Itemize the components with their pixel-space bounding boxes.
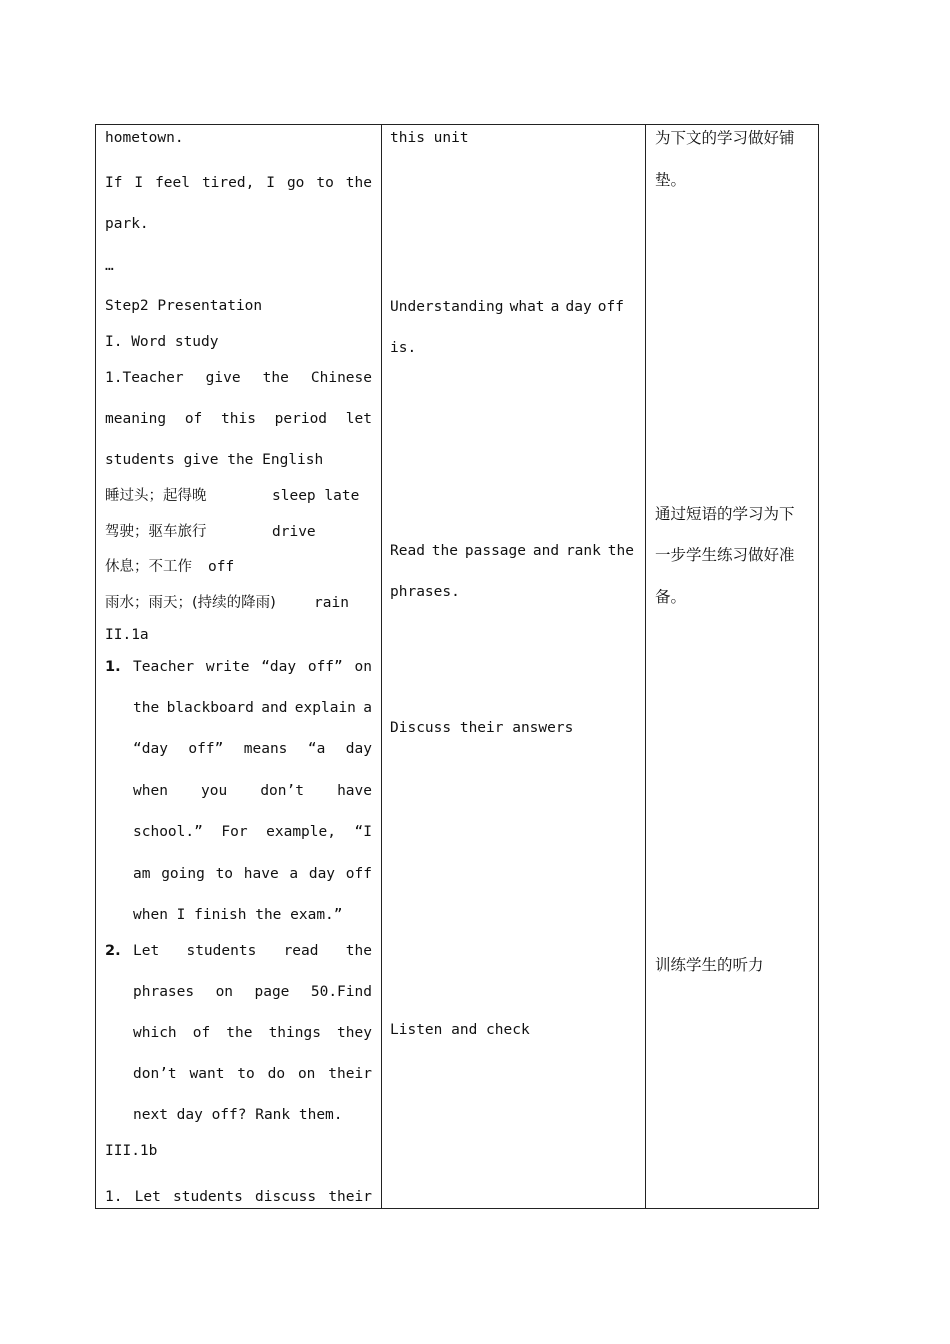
word: 1.Teacher <box>105 370 184 386</box>
word: of <box>184 411 203 427</box>
ellipsis: … <box>105 258 114 274</box>
word: For <box>221 824 248 840</box>
word: I <box>134 175 144 191</box>
text-line: is. <box>390 340 417 356</box>
justified-line <box>390 541 634 561</box>
word: students <box>186 943 257 959</box>
text-line: 训练学生的听力 <box>655 956 764 974</box>
justified-line <box>133 1023 372 1043</box>
vocab-english: sleep late <box>272 488 360 504</box>
vocab-english: drive <box>272 524 316 540</box>
subsection-heading: II.1a <box>105 627 149 643</box>
word: period <box>274 411 328 427</box>
word: going <box>161 866 205 882</box>
vocab-english: rain <box>314 595 349 611</box>
word: let <box>345 411 372 427</box>
word: which <box>133 1025 177 1041</box>
word: don’t <box>133 1066 177 1082</box>
word: when <box>133 783 168 799</box>
word: 50.Find <box>310 984 372 1000</box>
word: Chinese <box>310 370 372 386</box>
text-line: this unit <box>390 130 469 146</box>
word: their <box>328 1189 372 1205</box>
word: 1. <box>105 1189 123 1205</box>
word: “a <box>307 741 326 757</box>
word: the <box>345 943 372 959</box>
list-number: 1. <box>105 659 121 675</box>
word: example, <box>266 824 336 840</box>
vocab-chinese: 睡过头；起得晚 <box>105 488 207 504</box>
word: and <box>261 700 288 716</box>
text-line: 通过短语的学习为下 <box>655 505 795 523</box>
word: Teacher <box>133 659 195 675</box>
justified-line <box>105 1187 372 1207</box>
word: the <box>133 700 160 716</box>
word: to <box>316 175 334 191</box>
word: they <box>337 1025 372 1041</box>
word: to <box>237 1066 255 1082</box>
word: off <box>345 866 372 882</box>
word: a <box>550 299 560 315</box>
justified-line <box>133 1064 372 1084</box>
justified-line <box>390 297 624 317</box>
word: and <box>532 543 560 559</box>
word: on <box>354 659 372 675</box>
text-line: students give the English <box>105 452 324 468</box>
column-divider-1 <box>381 125 382 1208</box>
word: the <box>262 370 289 386</box>
word: If <box>105 175 123 191</box>
justified-line <box>133 657 372 677</box>
word: school.” <box>133 824 203 840</box>
column-divider-2 <box>645 125 646 1208</box>
word: day <box>308 866 336 882</box>
word: go <box>286 175 305 191</box>
word: feel <box>155 175 190 191</box>
justified-line <box>105 173 372 193</box>
vocab-english: off <box>208 559 235 575</box>
justified-line <box>105 368 372 388</box>
word: blackboard <box>166 700 254 716</box>
text-line: 一步学生练习做好准 <box>655 546 795 564</box>
word: give <box>205 370 241 386</box>
justified-line <box>133 822 372 842</box>
vocab-chinese: 雨水；雨天；(持续的降雨) <box>105 595 276 611</box>
word: “day <box>261 659 297 675</box>
text-line: 备。 <box>655 588 687 606</box>
word: explain <box>294 700 356 716</box>
word: the <box>345 175 372 191</box>
word: a <box>363 700 372 716</box>
word: Let <box>133 943 160 959</box>
word: this <box>221 411 256 427</box>
justified-line <box>133 941 372 961</box>
word: students <box>173 1189 243 1205</box>
vocab-chinese: 休息；不工作 <box>105 559 192 575</box>
word: the <box>607 543 634 559</box>
word: Understanding <box>390 299 504 315</box>
word: write <box>205 659 250 675</box>
word: have <box>243 866 279 882</box>
word: day <box>565 299 592 315</box>
word: want <box>189 1066 225 1082</box>
word: discuss <box>255 1189 317 1205</box>
text-line: phrases. <box>390 584 460 600</box>
word: “I <box>354 824 372 840</box>
word: don’t <box>260 783 304 799</box>
word: the <box>431 543 458 559</box>
word: page <box>254 984 290 1000</box>
justified-line <box>133 781 372 801</box>
text-line: 为下文的学习做好铺 <box>655 129 795 147</box>
subsection-heading: III.1b <box>105 1143 158 1159</box>
justified-line <box>133 982 372 1002</box>
word: their <box>328 1066 372 1082</box>
word: rank <box>565 543 601 559</box>
list-number: 2. <box>105 943 121 959</box>
word: passage <box>464 543 526 559</box>
word: I <box>266 175 275 191</box>
subsection-heading: I. Word study <box>105 334 219 350</box>
text-line: Discuss their answers <box>390 720 574 736</box>
word: tired, <box>201 175 255 191</box>
word: to <box>215 866 234 882</box>
justified-line <box>133 739 372 759</box>
word: am <box>133 866 151 882</box>
word: off <box>597 299 624 315</box>
word: phrases <box>133 984 195 1000</box>
text-line: park. <box>105 216 149 232</box>
word: the <box>226 1025 253 1041</box>
word: off” <box>188 741 224 757</box>
section-heading: Step2 Presentation <box>105 298 263 314</box>
word: read <box>283 943 319 959</box>
justified-line <box>133 864 372 884</box>
word: on <box>215 984 234 1000</box>
word: of <box>192 1025 211 1041</box>
word: meaning <box>105 411 167 427</box>
word: Let <box>134 1189 161 1205</box>
text-line: hometown. <box>105 130 184 146</box>
word: things <box>268 1025 321 1041</box>
word: on <box>297 1066 316 1082</box>
word: means <box>243 741 288 757</box>
text-line: Listen and check <box>390 1022 530 1038</box>
text-line: 垫。 <box>655 171 687 189</box>
word: “day <box>133 741 168 757</box>
vocab-chinese: 驾驶；驱车旅行 <box>105 524 207 540</box>
word: off” <box>307 659 343 675</box>
word: you <box>201 783 228 799</box>
text-line: next day off? Rank them. <box>133 1107 343 1123</box>
word: do <box>267 1066 286 1082</box>
text-line: when I finish the exam.” <box>133 907 343 923</box>
justified-line <box>105 409 372 429</box>
word: a <box>289 866 299 882</box>
word: what <box>509 299 545 315</box>
word: Read <box>390 543 425 559</box>
word: day <box>345 741 372 757</box>
justified-line <box>133 698 372 718</box>
word: have <box>337 783 372 799</box>
